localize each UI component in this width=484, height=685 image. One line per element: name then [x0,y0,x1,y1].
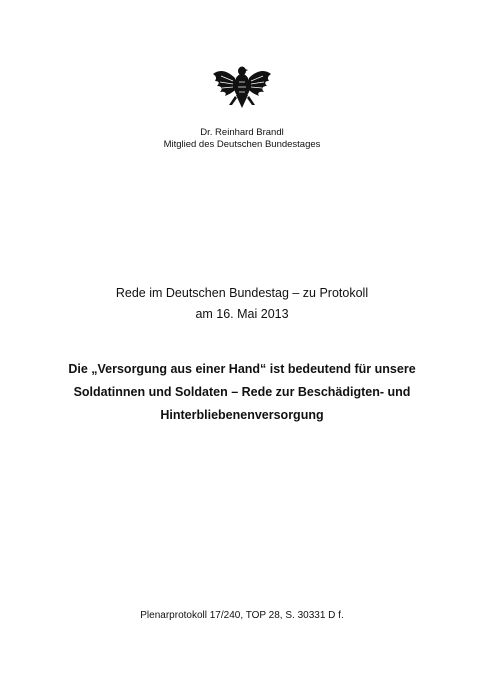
speech-title-line-1: Die „Versorgung aus einer Hand“ ist bedeutend für unsere [68,362,416,376]
plenary-protocol-reference: Plenarprotokoll 17/240, TOP 28, S. 30331 D f. [140,610,344,621]
author-name: Dr. Reinhard Brandl [200,127,284,138]
speech-title-line-2: Soldatinnen und Soldaten – Rede zur Beschädigten- und [73,385,411,399]
speech-title-line-3: Hinterbliebenenversorgung [160,408,324,422]
speech-venue: Rede im Deutschen Bundestag – zu Protokoll [115,286,369,300]
speech-title [60,358,424,427]
author-role: Mitglied des Deutschen Bundestages [163,139,321,150]
author-block [0,127,484,151]
speech-date: am 16. Mai 2013 [195,307,289,321]
speech-info [0,283,484,325]
bundestag-eagle-icon [211,64,273,112]
